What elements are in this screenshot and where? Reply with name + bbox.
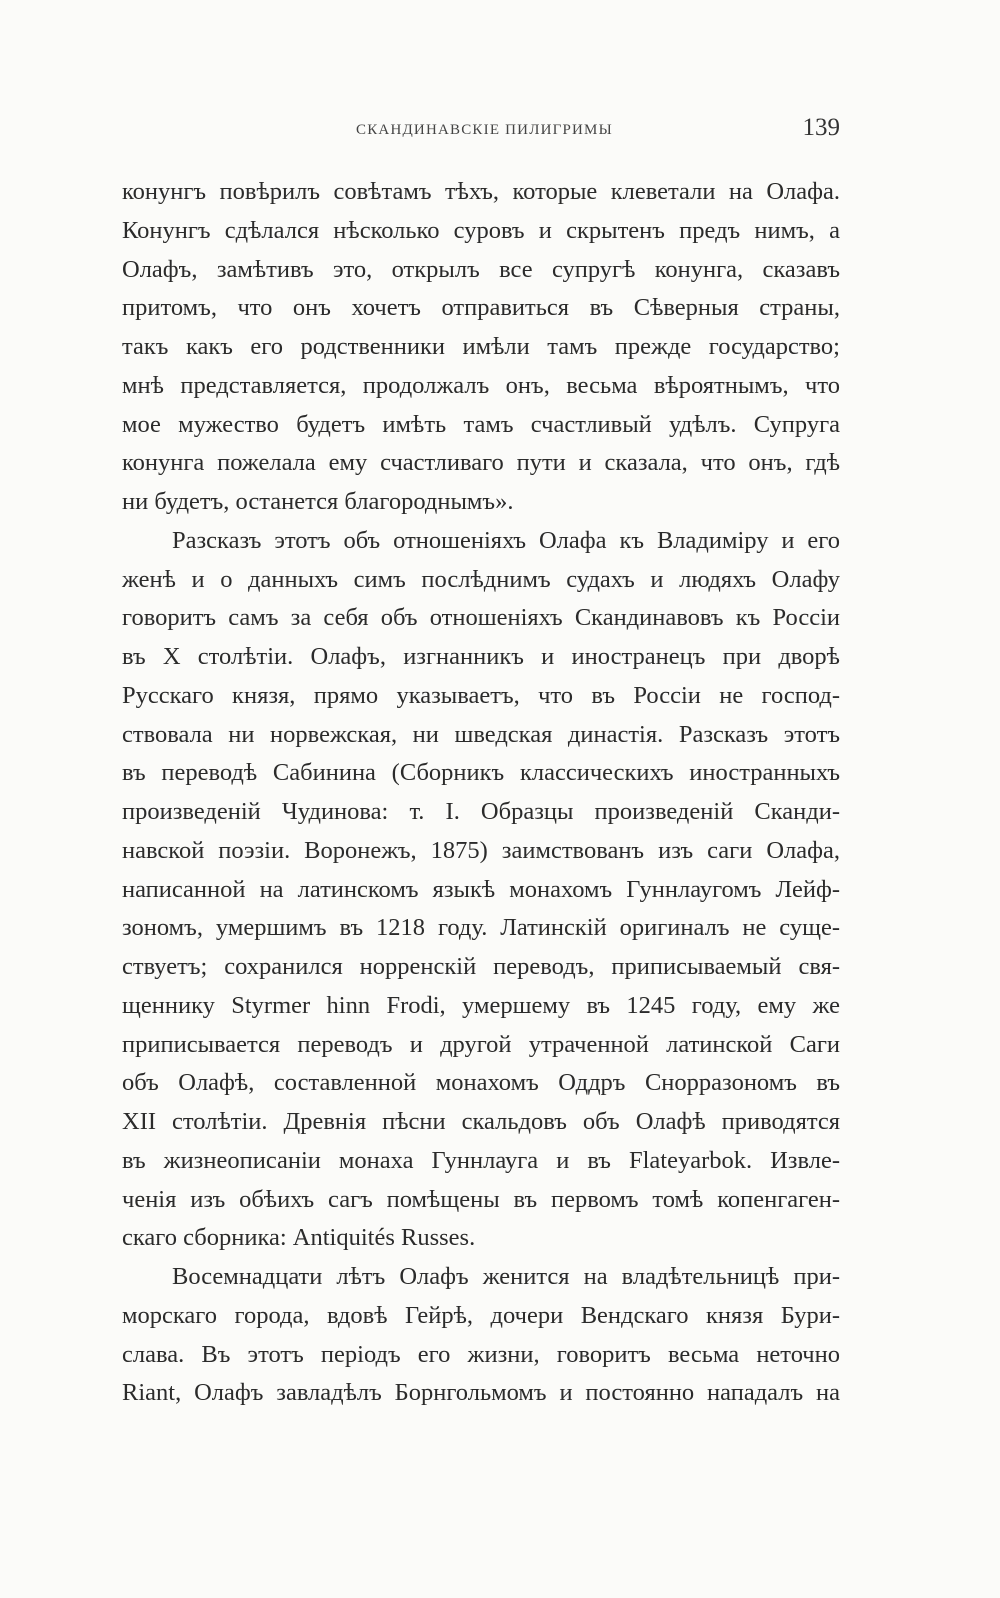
text-line: навской поэзіи. Воронежъ, 1875) заимствованъ изъ саги Олафа, xyxy=(122,836,840,864)
text-line: Разсказъ этотъ объ отношеніяхъ Олафа къ Владиміру и его xyxy=(172,526,840,554)
text-line: въ жизнеописаніи монаха Гуннлауга и въ Flateyarbok. Извле- xyxy=(122,1146,840,1174)
text-line: Восемнадцати лѣтъ Олафъ женится на владѣтельницѣ при- xyxy=(172,1263,840,1290)
text-line: мое мужество будетъ имѣть тамъ счастливый удѣлъ. Супруга xyxy=(122,410,840,438)
text-line: ни будетъ, останется благороднымъ». xyxy=(122,488,514,515)
text-line: слава. Въ этотъ періодъ его жизни, говоритъ весьма неточно xyxy=(122,1340,840,1368)
text-line: притомъ, что онъ хочетъ отправиться въ Сѣверныя страны, xyxy=(122,294,840,322)
page-number: 139 xyxy=(802,114,840,141)
text-line: Русскаго князя, прямо указываетъ, что въ Россіи не господ- xyxy=(122,681,840,709)
text-line: ствуетъ; сохранился норренскій переводъ, приписываемый свя- xyxy=(122,953,840,980)
text-line: объ Олафѣ, составленной монахомъ Оддръ Снорразономъ въ xyxy=(122,1069,840,1097)
paragraph xyxy=(122,522,840,1258)
text-line: въ X столѣтіи. Олафъ, изгнанникъ и иностранецъ при дворѣ xyxy=(122,643,840,670)
text-line: Олафъ, замѣтивъ это, открылъ все супругѣ конунга, сказавъ xyxy=(122,255,840,283)
page-header xyxy=(122,114,840,146)
text-line: произведеній Чудинова: т. I. Образцы произведеній Сканди- xyxy=(122,798,840,825)
text-line: мнѣ представляется, продолжалъ онъ, весьма вѣроятнымъ, что xyxy=(122,371,840,399)
paragraph xyxy=(122,173,840,522)
text-line: говоритъ самъ за себя объ отношеніяхъ Скандинавовъ къ Россіи xyxy=(122,604,840,632)
text-line: конунгъ повѣрилъ совѣтамъ тѣхъ, которые клеветали на Олафа. xyxy=(122,178,840,205)
body-text xyxy=(122,173,840,1413)
text-line: конунга пожелала ему счастливаго пути и сказала, что онъ, гдѣ xyxy=(122,449,840,477)
text-line: Конунгъ сдѣлался нѣсколько суровъ и скрытенъ предъ нимъ, а xyxy=(122,216,840,244)
text-line: зономъ, умершимъ въ 1218 году. Латинскій оригиналъ не суще- xyxy=(122,914,840,942)
text-line: женѣ и о данныхъ симъ послѣднимъ судахъ и людяхъ Олафу xyxy=(122,565,840,593)
text-line: такъ какъ его родственники имѣли тамъ прежде государство; xyxy=(122,333,840,360)
text-line: въ переводѣ Сабинина (Сборникъ классическихъ иностранныхъ xyxy=(122,759,840,787)
text-line: Riant, Олафъ завладѣлъ Борнгольмомъ и постоянно нападалъ на xyxy=(122,1379,840,1407)
running-title: СКАНДИНАВСКІЕ ПИЛИГРИМЫ xyxy=(356,122,613,138)
text-line: ченія изъ обѣихъ сагъ помѣщены въ первомъ томѣ копенгаген- xyxy=(122,1185,840,1213)
paragraph xyxy=(122,1258,840,1413)
text-line: XII столѣтіи. Древнія пѣсни скальдовъ объ Олафѣ приводятся xyxy=(122,1108,840,1135)
text-line: написанной на латинскомъ языкѣ монахомъ Гуннлаугомъ Лейф- xyxy=(122,875,840,903)
text-line: ствовала ни норвежская, ни шведская династія. Разсказъ этотъ xyxy=(122,720,840,748)
text-line: приписывается переводъ и другой утраченной латинской Саги xyxy=(122,1030,840,1058)
text-line: щеннику Styrmer hinn Frodi, умершему въ 1245 году, ему же xyxy=(122,991,840,1019)
text-line: скаго сборника: Antiquités Russes. xyxy=(122,1224,476,1252)
text-line: морскаго города, вдовѣ Гейрѣ, дочери Вендскаго князя Бури- xyxy=(122,1301,840,1329)
